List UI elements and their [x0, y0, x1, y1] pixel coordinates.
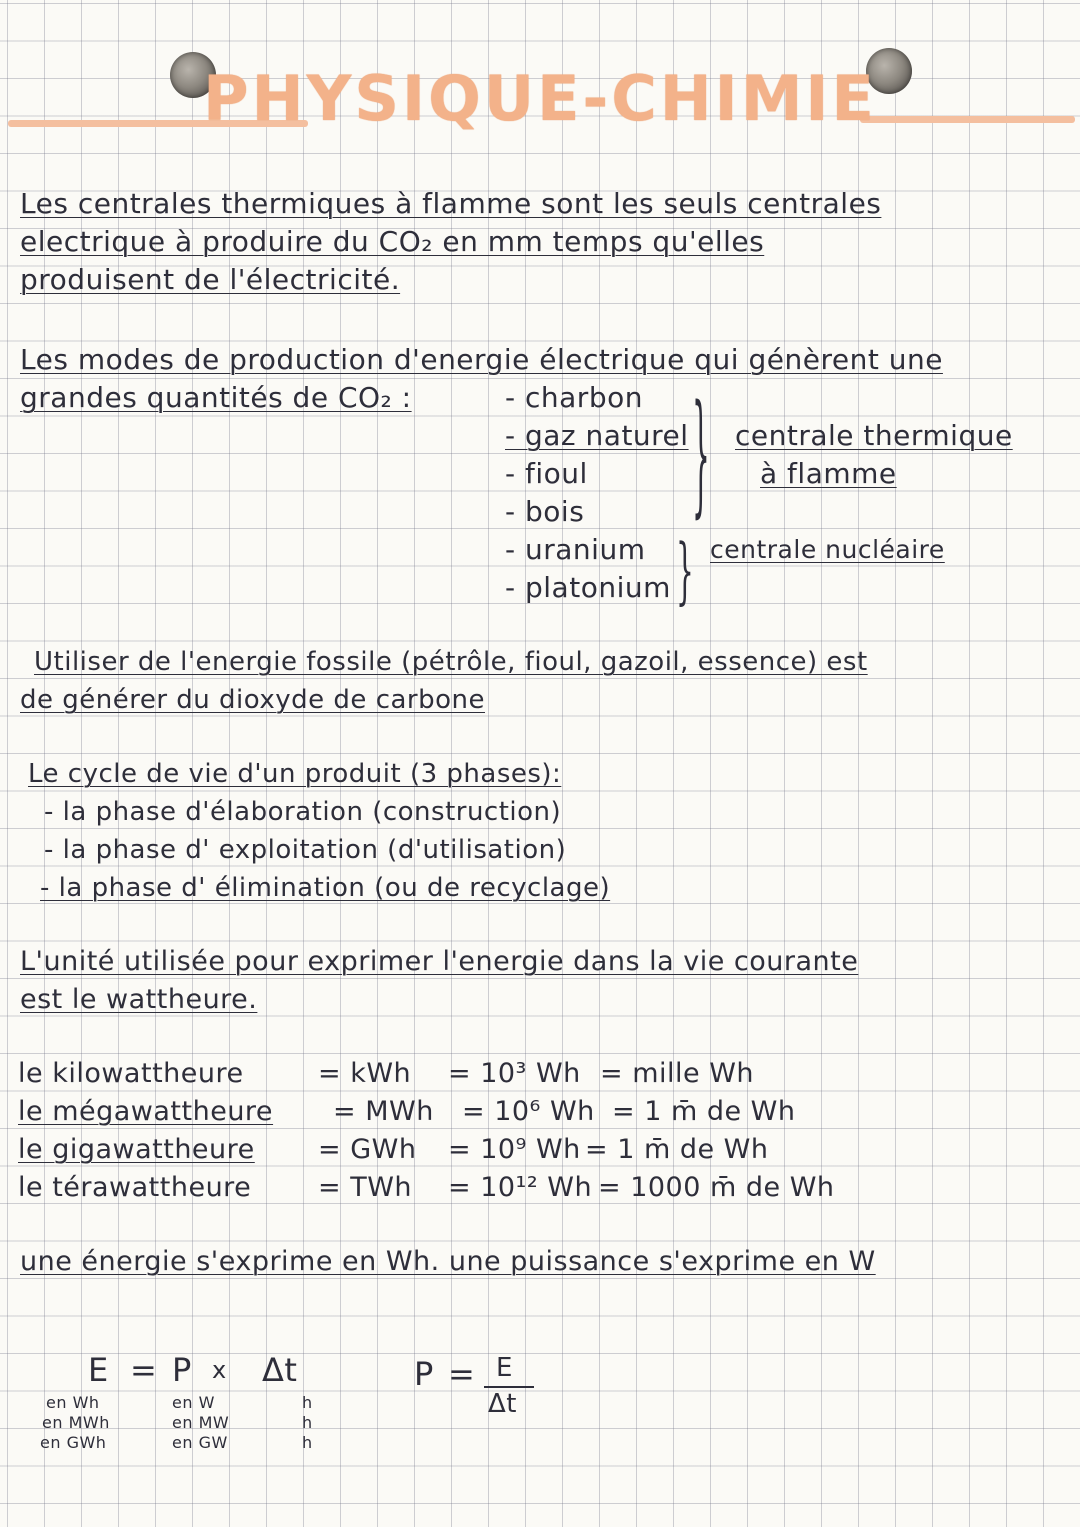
unit-row-giga-name: le gigawattheure	[18, 1134, 255, 1165]
formula-power-eq: =	[448, 1355, 476, 1393]
source-gaz-naturel: - gaz naturel	[505, 419, 689, 452]
formula-energy-dt: Δt	[262, 1351, 298, 1389]
page-title: PHYSIQUE-CHIMIE	[203, 62, 877, 135]
formula-energy-eq: =	[130, 1351, 158, 1389]
brace-thermal: }	[692, 380, 710, 532]
unit-row-tera-words: = 1000 m̄̄ de Wh	[598, 1172, 835, 1203]
source-fioul: - fioul	[505, 457, 588, 490]
paragraph1-line3: produisent de l'électricité.	[20, 263, 401, 296]
unit-row-kilo-power: = 10³ Wh	[448, 1058, 581, 1089]
lifecycle-phase-3: - la phase d' élimination (ou de recyclage)	[40, 873, 611, 903]
brace-nuclear: }	[676, 530, 694, 613]
unit-row-kilo-symbol: = kWh	[318, 1058, 412, 1089]
source-uranium: - uranium	[505, 533, 646, 566]
formula-power-numerator: E	[496, 1353, 513, 1383]
paragraph2-line2: grandes quantités de CO₂ :	[20, 381, 412, 414]
unit-row-mega-words: = 1 m̄ de Wh	[612, 1096, 796, 1127]
group-thermal-line2: à flamme	[760, 457, 897, 490]
paragraph3-line2: de générer du dioxyde de carbone	[20, 685, 485, 715]
formula-unit-dt-3: h	[302, 1433, 313, 1452]
formula-unit-P-2: en MW	[172, 1413, 230, 1432]
unit-row-giga-power: = 10⁹ Wh	[448, 1134, 581, 1165]
lifecycle-phase-1: - la phase d'élaboration (construction)	[44, 797, 562, 827]
formula-unit-E-2: en MWh	[42, 1413, 110, 1432]
formula-energy-times: x	[212, 1356, 227, 1384]
formula-power-P: P	[414, 1355, 434, 1393]
lifecycle-phase-2: - la phase d' exploitation (d'utilisation)	[44, 835, 567, 865]
formula-unit-E-1: en Wh	[46, 1393, 100, 1412]
group-thermal-line1: centrale thermique	[735, 419, 1013, 452]
unit-row-giga-words: = 1 m̄̄ de Wh	[585, 1134, 769, 1165]
unit-row-tera-name: le térawattheure	[18, 1172, 252, 1203]
paragraph1-line1: Les centrales thermiques à flamme sont les seuls centrales	[20, 187, 882, 220]
formula-unit-P-3: en GW	[172, 1433, 228, 1452]
formula-power-denominator: Δt	[488, 1389, 517, 1419]
paragraph1-line2: electrique à produire du CO₂ en mm temps qu'elles	[20, 225, 765, 258]
formula-energy-P: P	[172, 1351, 192, 1389]
source-bois: - bois	[505, 495, 585, 528]
formula-energy-E: E	[88, 1351, 109, 1389]
paragraph2-line1: Les modes de production d'energie électrique qui génèrent une	[20, 343, 943, 376]
source-charbon: - charbon	[505, 381, 643, 414]
formula-unit-P-1: en W	[172, 1393, 215, 1412]
unit-row-tera-power: = 10¹² Wh	[448, 1172, 593, 1203]
unit-sentence-line1: L'unité utilisée pour exprimer l'energie dans la vie courante	[20, 946, 859, 977]
unit-row-mega-symbol: = MWh	[333, 1096, 434, 1127]
formula-unit-dt-1: h	[302, 1393, 313, 1412]
paragraph3-line1: Utiliser de l'energie fossile (pétrôle, fioul, gazoil, essence) est	[34, 647, 868, 677]
group-nuclear: centrale nucléaire	[710, 535, 945, 564]
formula-unit-dt-2: h	[302, 1413, 313, 1432]
unit-row-tera-symbol: = TWh	[318, 1172, 413, 1203]
formula-unit-E-3: en GWh	[40, 1433, 107, 1452]
energy-power-sentence: une énergie s'exprime en Wh. une puissance s'exprime en W	[20, 1246, 876, 1277]
unit-row-kilo-name: le kilowattheure	[18, 1058, 244, 1089]
unit-row-giga-symbol: = GWh	[318, 1134, 417, 1165]
source-platonium: - platonium	[505, 571, 671, 604]
unit-row-mega-power: = 10⁶ Wh	[462, 1096, 595, 1127]
unit-row-mega-name: le mégawattheure	[18, 1096, 274, 1127]
unit-sentence-line2: est le wattheure.	[20, 984, 258, 1015]
unit-row-kilo-words: = mille Wh	[600, 1058, 755, 1089]
lifecycle-heading: Le cycle de vie d'un produit (3 phases):	[28, 759, 562, 789]
